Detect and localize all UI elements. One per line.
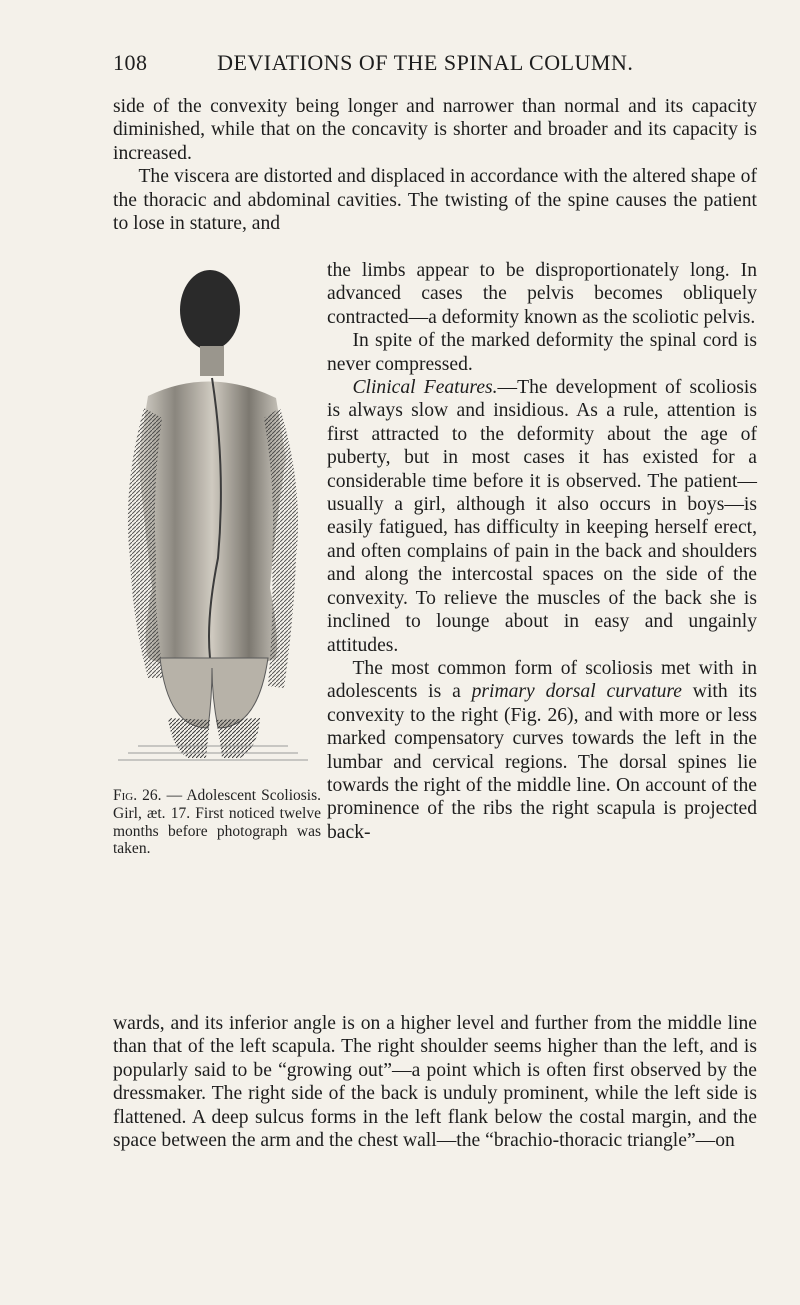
- figure-caption: [113, 787, 321, 858]
- scoliosis-photograph: [108, 258, 322, 768]
- column-text-block: [327, 259, 757, 844]
- clinical-features-text: —The development of scoliosis is always slow and insidious. As a rule, attention is first attracted to the deformity about the age of puberty, but in most cases it has existed for a considerable time before it is observed. The patient—usually a girl, although it also occurs in boys—is easily fatigued, has difficulty in keeping herself erect, and often complains of pain in the back and shoulders and along the intercostal spaces on the side of the convexity. To relieve the muscles of the back she is inclined to lounge about in easy and ungainly attitudes.: [327, 377, 757, 656]
- paragraph-1: side of the convexity being longer and narrower than normal and its capacity diminished, while that on the concavity is shorter and broader and its capacity is increased.: [113, 96, 757, 164]
- column-paragraph-4: [327, 657, 757, 844]
- running-title: DEVIATIONS OF THE SPINAL COLUMN.: [217, 50, 634, 75]
- top-text-block: [113, 95, 757, 235]
- column-paragraph-3: [327, 376, 757, 657]
- figure-caption-text: — Adolescent Scoliosis. Girl, æt. 17. First noticed twelve months before photograph was taken.: [113, 787, 322, 858]
- paragraph-2: The viscera are distorted and displaced in accordance with the altered shape of the thoracic and abdominal cavities. The twisting of the spine causes the patient to lose in stature, and: [113, 166, 757, 235]
- photograph-image: [108, 258, 322, 768]
- page-number: 108: [113, 50, 148, 75]
- p4-before: The most common form of scoliosis met with in adolescents is a: [327, 657, 757, 703]
- clinical-features-heading: Clinical Features.: [352, 377, 498, 399]
- running-header: [113, 50, 703, 76]
- column-paragraph-1: the limbs appear to be disproportionately long. In advanced cases the pelvis becomes obliquely contracted—a deformity known as the scoliotic pelvis.: [327, 260, 757, 328]
- p4-after: with its convexity to the right (Fig. 26), and with more or less marked compensatory curves towards the left in the lumbar and cervical regions. The dorsal spines lie towards the right of the middle line. On account of the prominence of the ribs the right scapula is projected back-: [327, 681, 757, 843]
- bottom-text-block: [113, 1012, 757, 1152]
- column-paragraph-2: In spite of the marked deformity the spinal cord is never compressed.: [327, 330, 757, 375]
- p4-emphasis: primary dorsal curvature: [471, 681, 682, 703]
- bottom-paragraph: wards, and its inferior angle is on a higher level and further from the middle line than that of the left scapula. The right shoulder seems higher than the left, and is popularly said to be “growing out”—a point which is often first observed by the dressmaker. The right side of the back is unduly prominent, while the left side is flattened. A deep sulcus forms in the left flank below the costal margin, and the space between the arm and the chest wall—the “brachio-thoracic triangle”—on: [113, 1013, 757, 1152]
- figure-label: Fig. 26.: [113, 787, 162, 804]
